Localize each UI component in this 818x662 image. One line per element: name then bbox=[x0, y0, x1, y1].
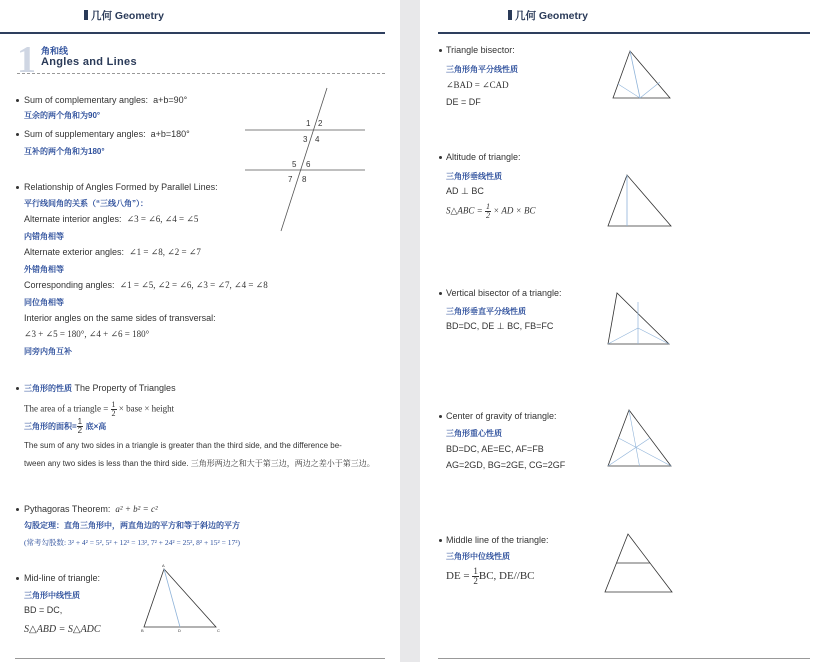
bisector-eq1: ∠BAD = ∠CAD bbox=[446, 80, 509, 90]
corr-line bbox=[24, 280, 268, 291]
midline-label: Mid-line of triangle: bbox=[24, 573, 101, 583]
header-rule bbox=[438, 32, 810, 34]
median-be bbox=[608, 438, 650, 466]
supplementary-formula: a+b=180° bbox=[150, 129, 190, 139]
alt-ext-formula: ∠1 = ∠8, ∠2 = ∠7 bbox=[129, 247, 201, 257]
altitude-area-rhs: × AD × BC bbox=[493, 205, 536, 216]
midline-cn: 三角形中线性质 bbox=[24, 591, 80, 600]
median-ad bbox=[629, 410, 640, 466]
same-side-label: Interior angles on the same sides of transversal: bbox=[24, 313, 216, 323]
fraction bbox=[485, 203, 491, 220]
corr-cn: 同位角相等 bbox=[24, 298, 64, 307]
midline-area: S△ABD = S△ADC bbox=[24, 624, 101, 635]
bullet bbox=[16, 133, 19, 136]
header-bar bbox=[508, 10, 512, 20]
median-cf bbox=[619, 438, 672, 466]
bullet bbox=[439, 49, 442, 52]
bullet bbox=[439, 539, 442, 542]
same-side-formula: ∠3 + ∠5 = 180°, ∠4 + ∠6 = 180° bbox=[24, 329, 150, 339]
triangle-sum-line2: tween any two sides is less than the third side. 三角形两边之和大于第三边，两边之差小于第三边。 bbox=[24, 459, 375, 468]
same-side-cn: 同旁内角互补 bbox=[24, 347, 72, 356]
supplementary-label: Sum of supplementary angles: bbox=[24, 129, 146, 139]
gravity-eq2: AG=2GD, BG=2GE, CG=2GF bbox=[446, 460, 566, 470]
vbisector-label: Vertical bisector of a triangle: bbox=[446, 288, 562, 298]
altitude-eq1: AD ⊥ BC bbox=[446, 186, 484, 196]
gravity-diagram bbox=[605, 406, 677, 470]
angle-label-4: 4 bbox=[315, 135, 320, 144]
fc-line bbox=[638, 328, 669, 344]
angle-label-6: 6 bbox=[306, 160, 311, 169]
bullet bbox=[16, 99, 19, 102]
bisector-diagram bbox=[610, 48, 675, 103]
altitude-cn: 三角形垂线性质 bbox=[446, 172, 502, 181]
alt-ext-cn: 外错角相等 bbox=[24, 265, 64, 274]
header-right bbox=[508, 8, 588, 23]
fraction bbox=[77, 418, 83, 435]
perp-de bbox=[618, 84, 640, 98]
header-bar bbox=[84, 10, 88, 20]
triangle bbox=[608, 293, 669, 344]
frac-den: 2 bbox=[77, 426, 83, 435]
bullet bbox=[439, 292, 442, 295]
angle-label-8: 8 bbox=[302, 175, 307, 184]
alt-ext-label: Alternate exterior angles: bbox=[24, 247, 125, 257]
corr-formula: ∠1 = ∠5, ∠2 = ∠6, ∠3 = ∠7, ∠4 = ∠8 bbox=[119, 280, 268, 290]
pythagoras-label: Pythagoras Theorem: bbox=[24, 504, 111, 514]
midline-triangle-diagram bbox=[140, 563, 222, 633]
alt-ext-line bbox=[24, 247, 201, 258]
bisector-label: Triangle bisector: bbox=[446, 45, 515, 55]
angle-label-7: 7 bbox=[288, 175, 293, 184]
footer-rule bbox=[438, 658, 810, 659]
vbisector-diagram bbox=[605, 288, 675, 350]
frac-num: 1 bbox=[111, 400, 116, 409]
frac-num: 1 bbox=[77, 417, 83, 426]
pythagoras-line bbox=[24, 504, 158, 514]
fb-line bbox=[608, 328, 638, 344]
altitude-area-lhs: S△ABC = bbox=[446, 205, 483, 216]
midline-eq: BD = DC, bbox=[24, 605, 63, 615]
vbisector-eq1: BD=DC, DE ⊥ BC, FB=FC bbox=[446, 321, 554, 331]
bullet bbox=[16, 186, 19, 189]
pythagoras-cn: 勾股定理：直角三角形中，两直角边的平方和等于斜边的平方 bbox=[24, 521, 240, 530]
alt-int-cn: 内错角相等 bbox=[24, 232, 64, 241]
middle-line-cn: 三角形中位线性质 bbox=[446, 552, 510, 561]
bullet bbox=[439, 156, 442, 159]
point-c: C bbox=[217, 628, 220, 633]
parallel-title: Relationship of Angles Formed by Parallel Lines: bbox=[24, 182, 218, 192]
triangle bbox=[608, 175, 671, 226]
middle-line-diagram bbox=[602, 530, 677, 596]
section-title-en: Angles and Lines bbox=[41, 56, 137, 68]
gravity-label: Center of gravity of triangle: bbox=[446, 411, 557, 421]
bullet bbox=[16, 577, 19, 580]
triangle bbox=[144, 569, 216, 627]
fraction bbox=[111, 401, 117, 418]
altitude-label: Altitude of triangle: bbox=[446, 152, 521, 162]
parallel-cn: 平行线间角的关系（“三线八角”）： bbox=[24, 199, 148, 208]
complementary-line bbox=[24, 95, 187, 105]
triangle-prop-en: The Property of Triangles bbox=[74, 383, 176, 393]
transversal bbox=[281, 88, 327, 231]
pythagoras-common: (常考勾股数: 3² + 4² = 5², 5² + 12² = 13², 7² + 24² = 25², 8² + 15² = 17²) bbox=[24, 538, 241, 547]
triangle-prop-cn: 三角形的性质 bbox=[24, 384, 72, 393]
area-cn-line bbox=[24, 418, 106, 435]
angle-label-5: 5 bbox=[292, 160, 297, 169]
middle-line-lhs: DE = bbox=[446, 570, 470, 583]
point-a: A bbox=[162, 563, 165, 568]
section-number: 1 bbox=[17, 39, 36, 81]
complementary-formula: a+b=90° bbox=[153, 95, 188, 105]
right-page bbox=[420, 0, 818, 662]
supplementary-cn: 互补的两个角和为180° bbox=[24, 147, 105, 156]
header-left bbox=[84, 8, 164, 23]
perp-df bbox=[640, 82, 660, 98]
area-en-lhs: The area of a triangle = bbox=[24, 403, 109, 414]
bisector-cn: 三角形角平分线性质 bbox=[446, 65, 518, 74]
alt-int-formula: ∠3 = ∠6, ∠4 = ∠5 bbox=[126, 214, 199, 224]
triangle bbox=[613, 51, 670, 98]
area-cn-rhs: 底×高 bbox=[85, 421, 107, 431]
frac-num: 1 bbox=[473, 566, 478, 576]
triangle-sum-line1: The sum of any two sides in a triangle is greater than the third side, and the difference be- bbox=[24, 441, 342, 450]
area-en-line bbox=[24, 401, 174, 418]
middle-line-rhs: BC, DE//BC bbox=[478, 570, 535, 583]
bullet bbox=[439, 415, 442, 418]
altitude-area-line bbox=[446, 203, 535, 220]
bisector-eq2: DE = DF bbox=[446, 97, 481, 107]
gravity-eq1: BD=DC, AE=EC, AF=FB bbox=[446, 444, 544, 454]
vbisector-cn: 三角形垂直平分线性质 bbox=[446, 307, 526, 316]
middle-line-eq bbox=[446, 567, 535, 586]
supplementary-line bbox=[24, 129, 190, 139]
point-b: B bbox=[141, 628, 144, 633]
header-rule bbox=[0, 32, 385, 34]
gravity-cn: 三角形重心性质 bbox=[446, 429, 502, 438]
bullet bbox=[16, 387, 19, 390]
frac-num: 1 bbox=[486, 202, 490, 211]
frac-den: 2 bbox=[111, 409, 116, 418]
header-title: 几何 Geometry bbox=[91, 10, 164, 22]
angle-label-3: 3 bbox=[303, 135, 308, 144]
section-title-cn: 角和线 bbox=[41, 46, 69, 56]
alt-int-label: Alternate interior angles: bbox=[24, 214, 122, 224]
point-d: D bbox=[178, 628, 181, 633]
header-title: 几何 Geometry bbox=[515, 10, 588, 22]
bisector-line bbox=[630, 51, 640, 98]
triangle-prop-title bbox=[24, 383, 176, 394]
parallel-lines-diagram bbox=[245, 88, 370, 233]
left-page bbox=[0, 0, 400, 662]
footer-rule bbox=[15, 658, 385, 659]
frac-den: 2 bbox=[473, 576, 478, 586]
altitude-diagram bbox=[605, 170, 677, 230]
corr-label: Corresponding angles: bbox=[24, 280, 115, 290]
bullet bbox=[16, 508, 19, 511]
area-en-rhs: × base × height bbox=[118, 403, 175, 414]
complementary-label: Sum of complementary angles: bbox=[24, 95, 149, 105]
middle-line-label: Middle line of the triangle: bbox=[446, 535, 549, 545]
pythagoras-formula: a² + b² = c² bbox=[115, 504, 158, 514]
frac-den: 2 bbox=[486, 211, 490, 220]
angle-label-2: 2 bbox=[318, 119, 323, 128]
alt-int-line bbox=[24, 214, 198, 225]
section-divider bbox=[17, 73, 385, 74]
area-cn-lhs: 三角形的面积= bbox=[24, 421, 77, 431]
complementary-cn: 互余的两个角和为90° bbox=[24, 111, 101, 120]
page-gutter bbox=[400, 0, 420, 662]
triangle bbox=[608, 410, 671, 466]
angle-label-1: 1 bbox=[306, 119, 311, 128]
